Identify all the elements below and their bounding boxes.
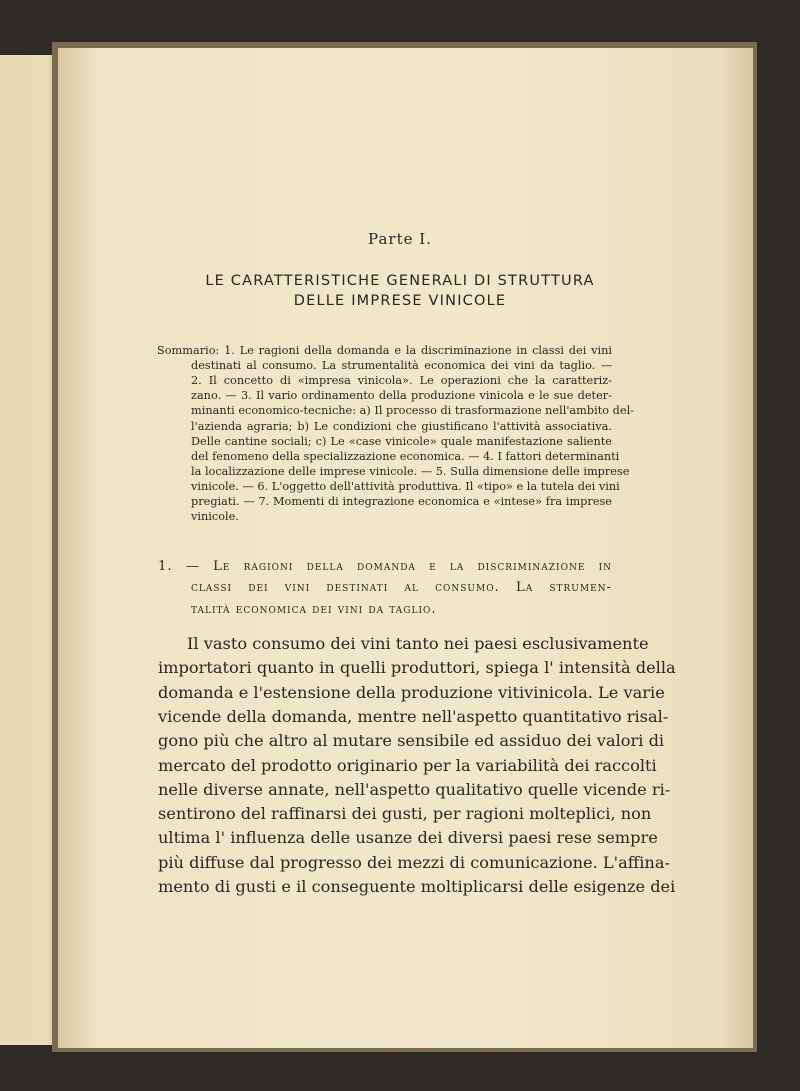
summary-line: vinicole. <box>191 510 239 524</box>
body-line: Il vasto consumo dei vini tanto nei paesi esclusivamente <box>187 634 649 653</box>
body-line: sentirono del raffinarsi dei gusti, per ragioni molteplici, non <box>158 804 652 824</box>
body-line: nelle diverse annate, nell'aspetto qualitativo quelle vicende ri- <box>158 779 671 799</box>
summary-line: minanti economico-tecniche: a) Il processo di trasformazione nell'ambito del- <box>191 404 634 418</box>
chapter-title-line-2: DELLE IMPRESE VINICOLE <box>293 293 507 309</box>
body-line: domanda e l'estensione della produzione vitivinicola. Le varie <box>158 682 665 702</box>
summary-line: l'azienda agraria; b) Le condizioni che giustificano l'attività associativa. <box>191 419 612 433</box>
summary-line: la localizzazione delle imprese vinicole. — 5. Sulla dimensione delle imprese <box>191 464 630 478</box>
section-heading-line: classi dei vini destinati al consumo. La strumen- <box>191 580 612 596</box>
section-heading-line: 1. — Le ragioni della domanda e la discriminazione in <box>158 559 612 574</box>
chapter-title-line-1: LE CARATTERISTICHE GENERALI DI STRUTTURA <box>205 273 595 289</box>
body-line: vicende della domanda, mentre nell'aspetto quantitativo risal- <box>158 706 669 726</box>
body-line: importatori quanto in quelli produttori, spiega l' intensità della <box>158 658 676 678</box>
summary-line: pregiati. — 7. Momenti di integrazione economica e «intese» fra imprese <box>191 495 612 508</box>
body-line: più diffuse dal progresso dei mezzi di comunicazione. L'affina- <box>158 852 670 872</box>
section-heading-line: talità economica dei vini da taglio. <box>191 601 437 617</box>
summary-line: 2. Il concetto di «impresa vinicola». Le operazioni che la caratteriz- <box>191 374 612 388</box>
summary-line: vinicole. — 6. L'oggetto dell'attività produttiva. Il «tipo» e la tutela dei vini <box>191 479 620 493</box>
summary-line: zano. — 3. Il vario ordinamento della produzione vinicola e le sue deter- <box>191 389 612 403</box>
body-line: gono più che altro al mutare sensibile ed assiduo dei valori di <box>158 731 665 751</box>
part-label: Parte I. <box>368 230 432 248</box>
summary-line: Sommario: 1. Le ragioni della domanda e la discriminazione in classi dei vini <box>157 344 612 357</box>
summary-line: del fenomeno della specializzazione economica. — 4. I fattori determinanti <box>191 449 620 463</box>
body-line: ultima l' influenza delle usanze dei diversi paesi rese sempre <box>158 828 658 848</box>
body-line: mento di gusti e il conseguente moltiplicarsi delle esigenze dei <box>158 877 676 896</box>
summary-line: destinati al consumo. La strumentalità economica dei vini da taglio. — <box>191 359 612 373</box>
book-page <box>58 48 753 1048</box>
summary-line: Delle cantine sociali; c) Le «case vinicole» quale manifestazione saliente <box>191 434 612 448</box>
body-line: mercato del prodotto originario per la variabilità dei raccolti <box>158 755 657 775</box>
